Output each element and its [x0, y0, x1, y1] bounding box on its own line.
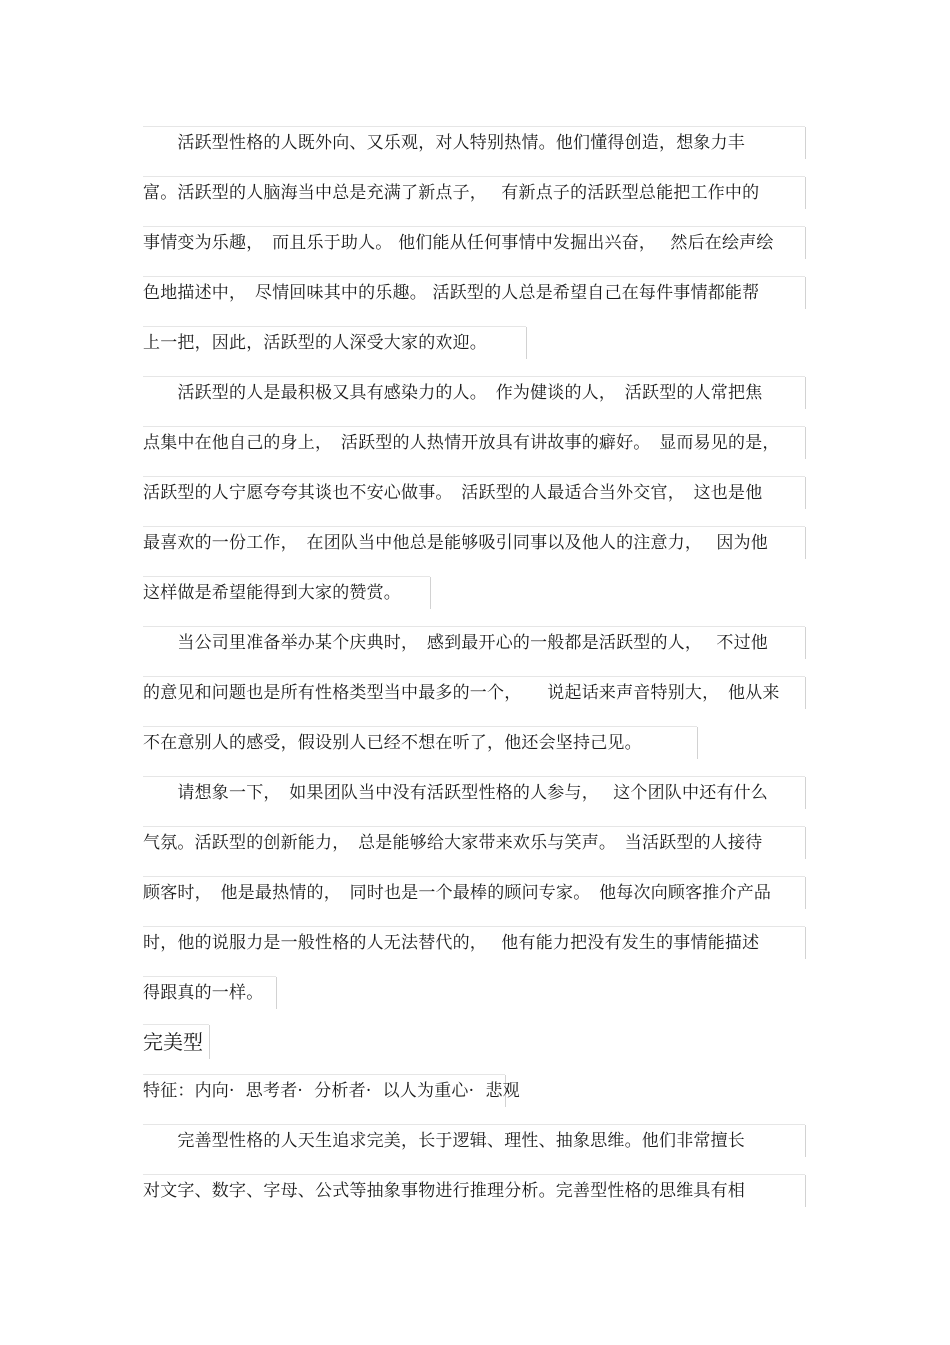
paragraph-4-line-2: 气氛。活跃型的创新能力， 总是能够给大家带来欢乐与笑声。 当活跃型的人接待 [143, 833, 763, 853]
paragraph-4-line-4: 时，他的说服力是一般性格的人无法替代的， 他有能力把没有发生的事情能描述 [143, 933, 760, 953]
scan-rule [805, 177, 806, 209]
scan-rule [805, 377, 806, 409]
scan-rule [697, 727, 698, 759]
paragraph-2-line-1: 活跃型的人是最积极又具有感染力的人。 作为健谈的人， 活跃型的人常把焦 [143, 383, 763, 403]
paragraph-4-line-5: 得跟真的一样。 [143, 983, 264, 1003]
paragraph-2-line-4: 最喜欢的一份工作， 在团队当中他总是能够吸引同事以及他人的注意力， 因为他 [143, 533, 769, 553]
section-heading: 完美型 [143, 1030, 203, 1054]
scan-rule [805, 1125, 806, 1157]
scan-rule [805, 427, 806, 459]
scan-rule [805, 677, 806, 709]
scan-rule [805, 927, 806, 959]
paragraph-1-line-1: 活跃型性格的人既外向、又乐观，对人特别热情。他们懂得创造，想象力丰 [143, 133, 745, 153]
paragraph-5-line-2: 对文字、数字、字母、公式等抽象事物进行推理分析。完善型性格的思维具有相 [143, 1181, 745, 1201]
scan-rule [805, 777, 806, 809]
scan-rule [276, 977, 277, 1009]
scan-rule [430, 577, 431, 609]
scan-rule [805, 827, 806, 859]
scan-rule [805, 877, 806, 909]
paragraph-2-line-3: 活跃型的人宁愿夸夸其谈也不安心做事。 活跃型的人最适合当外交官， 这也是他 [143, 483, 763, 503]
paragraph-3-line-2: 的意见和问题也是所有性格类型当中最多的一个， 说起话来声音特别大， 他从来 [143, 683, 780, 703]
features-line: 特征：内向· 思考者· 分析者· 以人为重心· 悲观 [143, 1081, 520, 1101]
paragraph-5-line-1: 完善型性格的人天生追求完美，长于逻辑、理性、抽象思维。他们非常擅长 [143, 1131, 745, 1151]
paragraph-3-line-3: 不在意别人的感受，假设别人已经不想在听了，他还会坚持己见。 [143, 733, 642, 753]
scan-rule [805, 277, 806, 309]
scan-rule [805, 227, 806, 259]
scan-rule [209, 1025, 210, 1059]
scan-rule [143, 1024, 209, 1025]
paragraph-1-line-5: 上一把，因此，活跃型的人深受大家的欢迎。 [143, 333, 487, 353]
scan-rule [526, 327, 527, 359]
paragraph-1-line-4: 色地描述中， 尽情回味其中的乐趣。 活跃型的人总是希望自己在每件事情都能帮 [143, 283, 760, 303]
paragraph-1-line-2: 富。活跃型的人脑海当中总是充满了新点子， 有新点子的活跃型总能把工作中的 [143, 183, 760, 203]
paragraph-4-line-1: 请想象一下， 如果团队当中没有活跃型性格的人参与， 这个团队中还有什么 [143, 783, 769, 803]
paragraph-3-line-1: 当公司里准备举办某个庆典时， 感到最开心的一般都是活跃型的人， 不过他 [143, 633, 769, 653]
scan-rule [805, 527, 806, 559]
scan-rule [805, 627, 806, 659]
paragraph-2-line-5: 这样做是希望能得到大家的赞赏。 [143, 583, 401, 603]
scan-rule [805, 127, 806, 159]
scan-rule [805, 1175, 806, 1207]
paragraph-2-line-2: 点集中在他自己的身上， 活跃型的人热情开放具有讲故事的癖好。 显而易见的是， [143, 433, 780, 453]
paragraph-1-line-3: 事情变为乐趣， 而且乐于助人。 他们能从任何事情中发掘出兴奋， 然后在绘声绘 [143, 233, 774, 253]
scan-rule [805, 477, 806, 509]
paragraph-4-line-3: 顾客时， 他是最热情的， 同时也是一个最棒的顾问专家。 他每次向顾客推介产品 [143, 883, 772, 903]
